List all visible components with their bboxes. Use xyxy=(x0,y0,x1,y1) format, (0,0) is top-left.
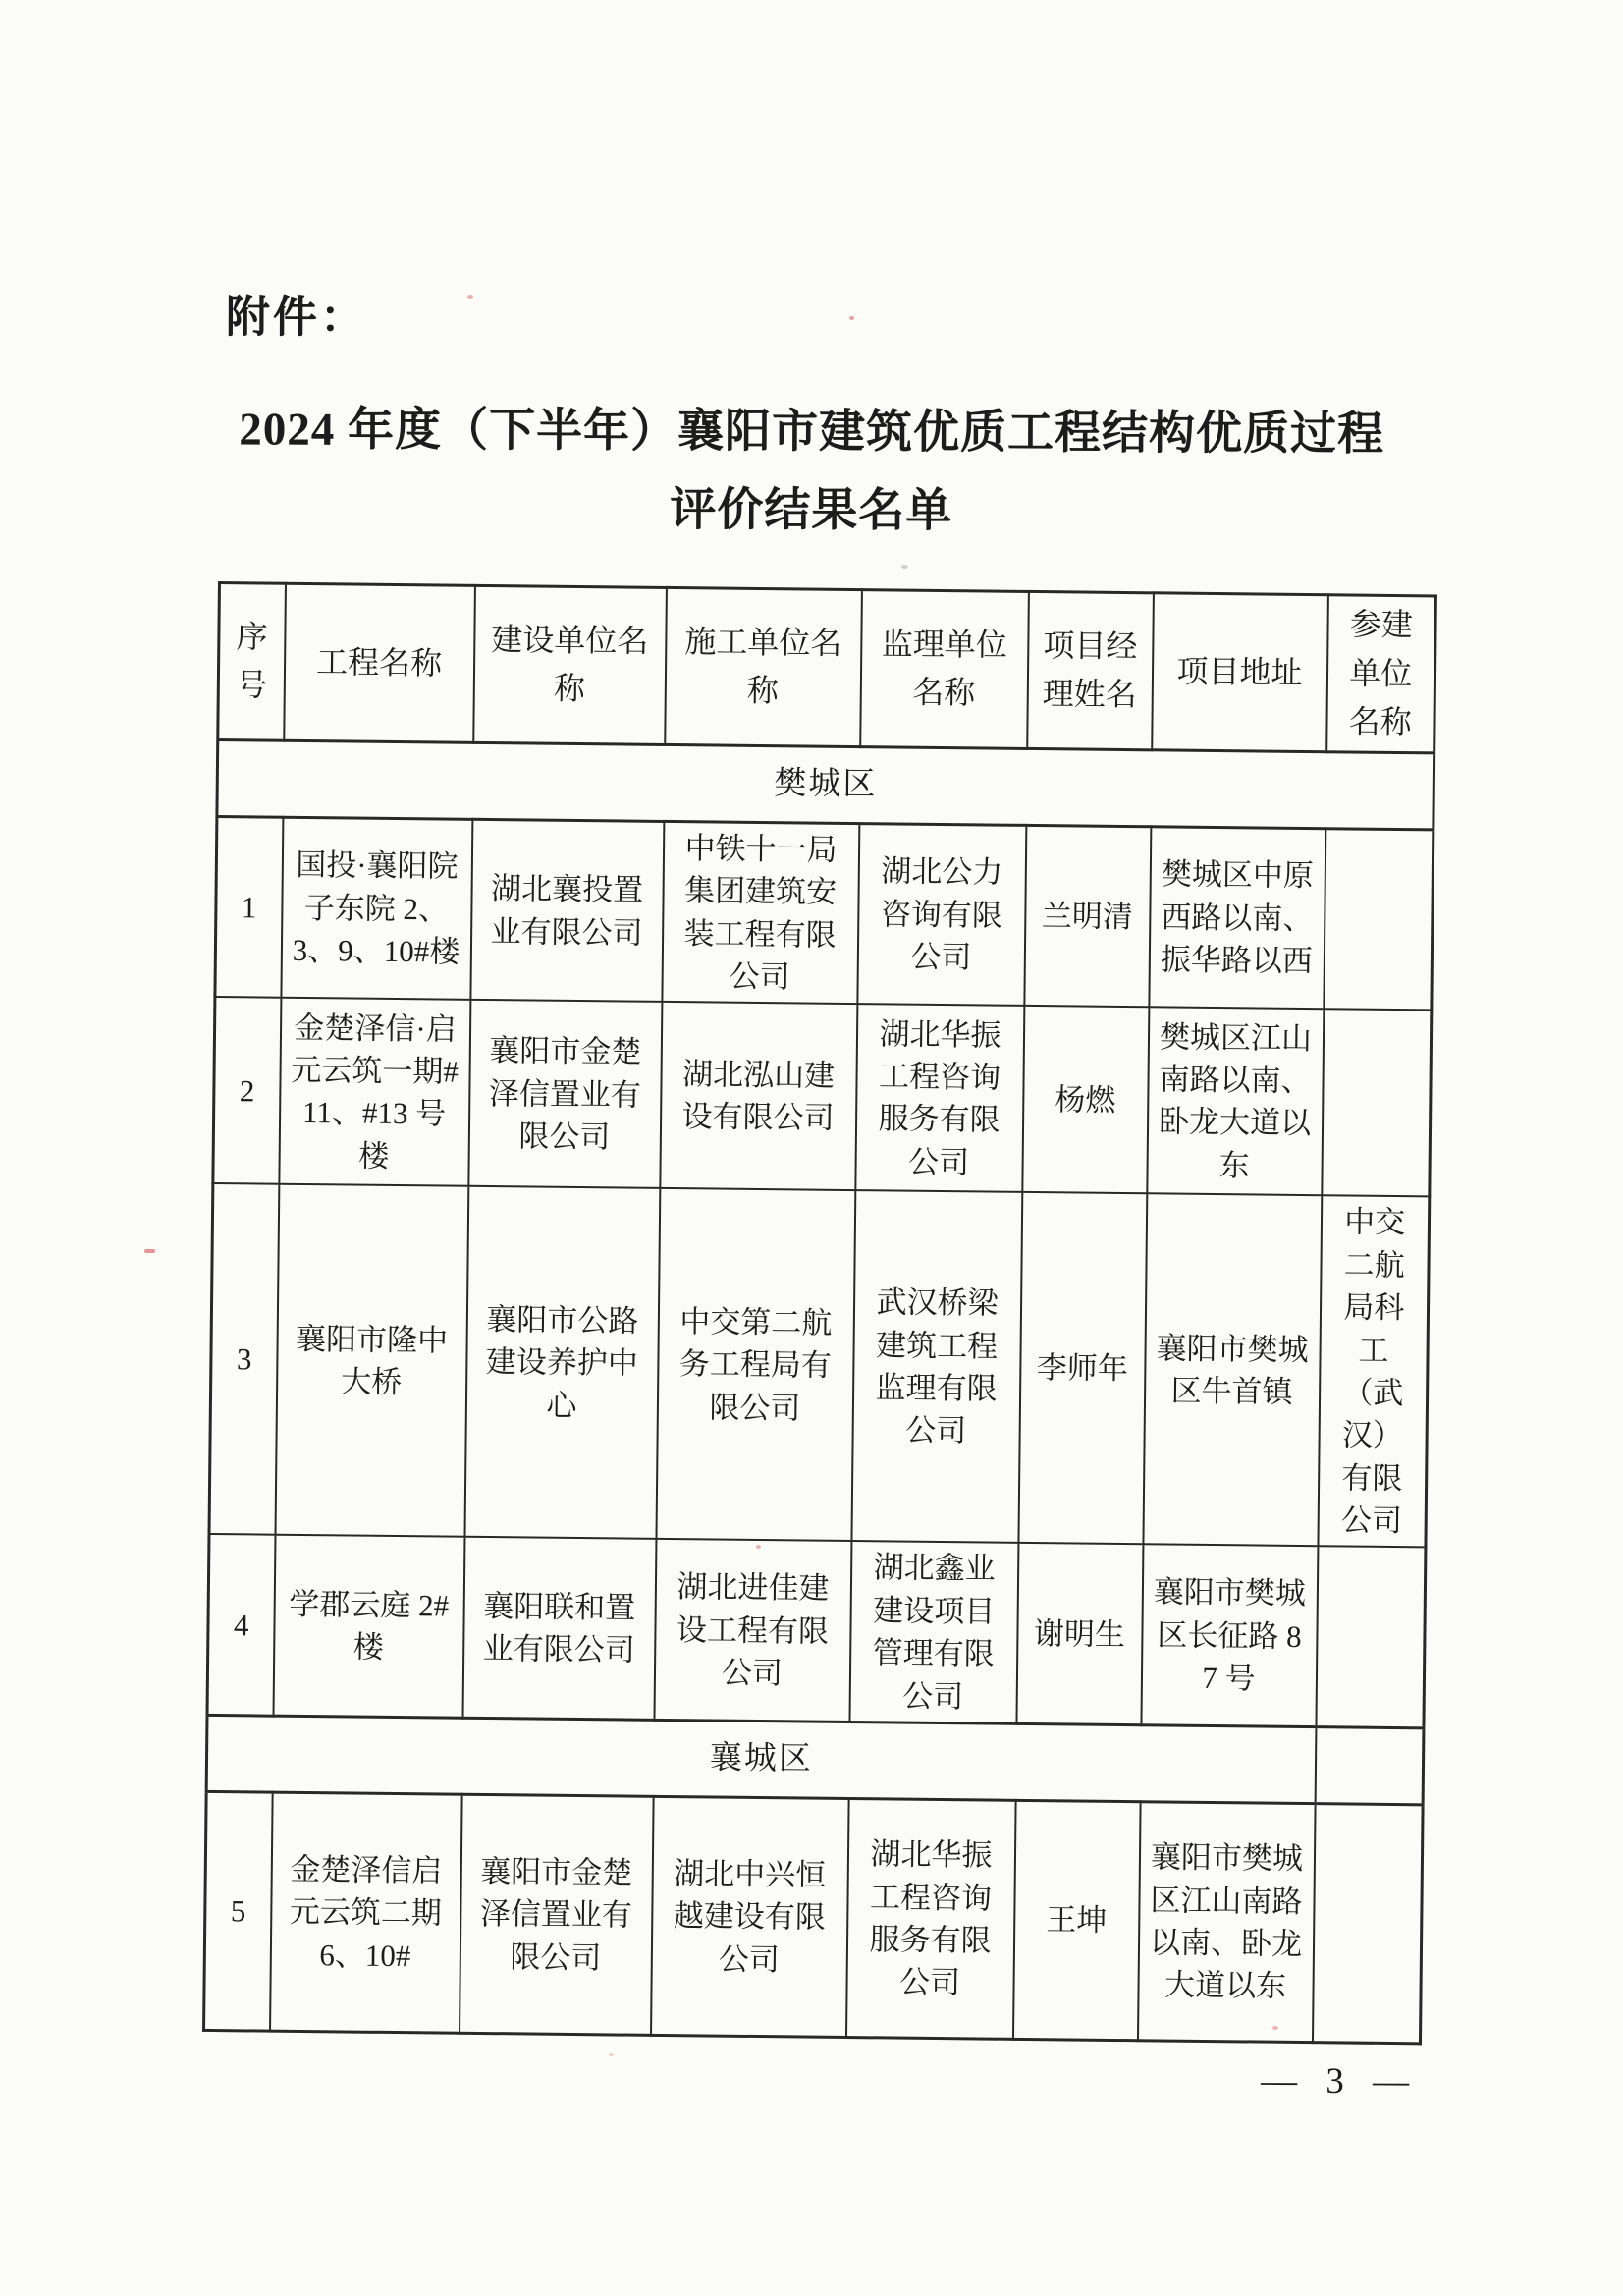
cell-project: 金楚泽信·启元云筑一期#11、#13 号楼 xyxy=(279,998,470,1186)
scan-speck xyxy=(609,2053,614,2056)
cell-address: 樊城区中原西路以南、振华路以西 xyxy=(1149,827,1325,1010)
scan-speck xyxy=(144,1249,155,1253)
cell-supervisor: 湖北华振工程咨询服务有限公司 xyxy=(855,1004,1024,1192)
header-cell-no: 序号 xyxy=(218,583,286,740)
cell-no: 2 xyxy=(213,997,281,1184)
section-row xyxy=(217,739,1434,829)
header-cell-supervisor: 监理单位名称 xyxy=(860,590,1029,749)
cell-manager: 谢明生 xyxy=(1016,1543,1143,1724)
cell-participant xyxy=(1312,1804,1423,2044)
page-number: — 3 — xyxy=(1260,2060,1420,2103)
cell-participant xyxy=(1316,1547,1426,1728)
document-title-line-1: 2024 年度（下半年）襄阳市建筑优质工程结构优质过程 xyxy=(239,404,1385,461)
section-empty-cell xyxy=(1315,1727,1424,1805)
document-title-line-2: 评价结果名单 xyxy=(670,484,953,537)
cell-participant xyxy=(1324,829,1434,1011)
results-table-body xyxy=(204,739,1434,2044)
cell-manager: 王坤 xyxy=(1012,1800,1140,2040)
table-row xyxy=(213,997,1432,1196)
cell-builder: 湖北襄投置业有限公司 xyxy=(470,819,664,1002)
cell-supervisor: 湖北鑫业建设项目管理有限公司 xyxy=(849,1542,1018,1724)
cell-no: 4 xyxy=(207,1534,275,1716)
cell-project: 襄阳市隆中大桥 xyxy=(275,1184,468,1537)
cell-contractor: 中铁十一局集团建筑安装工程有限公司 xyxy=(662,821,859,1004)
section-row xyxy=(206,1715,1424,1804)
scan-speck xyxy=(849,316,854,320)
table-row xyxy=(215,816,1434,1010)
cell-builder: 襄阳市金楚泽信置业有限公司 xyxy=(468,1000,662,1188)
cell-project: 国投·襄阳院子东院 2、3、9、10#楼 xyxy=(281,817,472,1000)
cell-manager: 杨燃 xyxy=(1022,1006,1149,1193)
header-cell-participant: 参建单位名称 xyxy=(1326,595,1436,753)
section-label: 樊城区 xyxy=(217,739,1434,829)
cell-participant xyxy=(1322,1010,1432,1197)
cell-no: 3 xyxy=(209,1183,279,1535)
cell-builder: 襄阳联和置业有限公司 xyxy=(462,1537,656,1720)
cell-supervisor: 武汉桥梁建筑工程监理有限公司 xyxy=(851,1190,1022,1543)
cell-address: 襄阳市樊城区牛首镇 xyxy=(1143,1194,1322,1547)
cell-supervisor: 湖北华振工程咨询服务有限公司 xyxy=(845,1799,1015,2040)
cell-address: 樊城区江山南路以南、卧龙大道以东 xyxy=(1147,1008,1324,1196)
cell-no: 1 xyxy=(215,816,283,998)
document-title xyxy=(0,389,1623,553)
cell-contractor: 湖北进佳建设工程有限公司 xyxy=(654,1539,851,1722)
cell-project: 金楚泽信启元云筑二期 6、10# xyxy=(270,1792,462,2033)
header-cell-builder: 建设单位名称 xyxy=(473,585,667,744)
cell-contractor: 中交第二航务工程局有限公司 xyxy=(656,1188,855,1541)
header-cell-manager: 项目经理姓名 xyxy=(1027,591,1154,749)
header-cell-project: 工程名称 xyxy=(284,583,475,742)
cell-builder: 襄阳市公路建设养护中心 xyxy=(464,1186,660,1539)
attachment-label: 附件： xyxy=(225,291,368,343)
cell-manager: 李师年 xyxy=(1018,1192,1147,1544)
cell-manager: 兰明清 xyxy=(1024,825,1151,1007)
cell-address: 襄阳市樊城区江山南路以南、卧龙大道以东 xyxy=(1137,1802,1315,2043)
header-row xyxy=(218,583,1436,753)
cell-address: 襄阳市樊城区长征路 87 号 xyxy=(1141,1545,1318,1727)
cell-contractor: 湖北中兴恒越建设有限公司 xyxy=(651,1796,849,2037)
cell-builder: 襄阳市金楚泽信置业有限公司 xyxy=(460,1794,654,2035)
header-cell-contractor: 施工单位名称 xyxy=(665,587,862,746)
section-label: 襄城区 xyxy=(206,1715,1316,1803)
header-cell-address: 项目地址 xyxy=(1152,593,1328,752)
scan-speck xyxy=(901,565,908,569)
scan-speck xyxy=(467,295,473,299)
cell-project: 学郡云庭 2#楼 xyxy=(273,1535,464,1718)
cell-no: 5 xyxy=(204,1791,273,2031)
cell-participant: 中交二航局科工（武汉）有限公司 xyxy=(1318,1196,1430,1548)
results-table xyxy=(202,581,1437,2045)
table-row xyxy=(207,1534,1426,1727)
cell-contractor: 湖北泓山建设有限公司 xyxy=(660,1002,857,1190)
table-row xyxy=(209,1183,1430,1548)
cell-supervisor: 湖北公力咨询有限公司 xyxy=(857,823,1026,1006)
table-row xyxy=(204,1791,1424,2043)
